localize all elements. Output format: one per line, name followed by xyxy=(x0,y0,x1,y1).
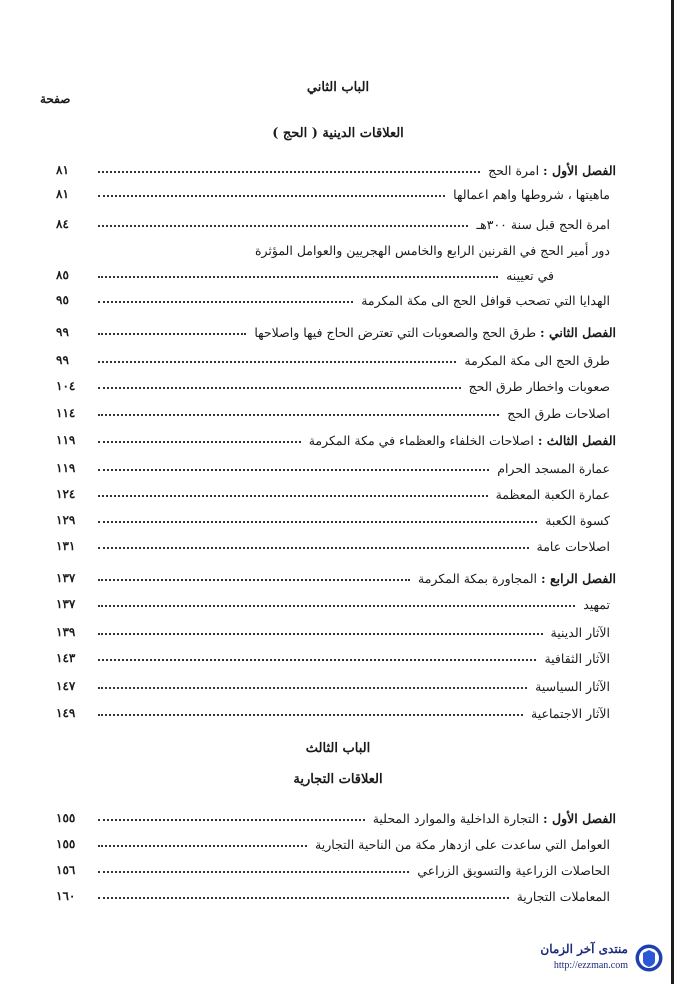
part-two-title: الباب الثاني xyxy=(306,80,370,95)
page-number: ١٣٧ xyxy=(56,571,76,585)
leader-dots xyxy=(98,171,480,173)
leader-dots xyxy=(98,195,445,197)
toc-entry-title: تمهيد xyxy=(583,596,610,612)
toc-entry-title xyxy=(373,811,616,826)
page-number: ١٢٩ xyxy=(56,513,76,527)
forum-url[interactable]: http://ezzman.com xyxy=(553,960,628,971)
toc-entry-title: اصلاحات عامة xyxy=(536,538,610,554)
toc-entry-title: عمارة المسجد الحرام xyxy=(497,460,610,476)
page-number: ١٣١ xyxy=(56,539,76,553)
toc-entry-title: الآثار الدينية xyxy=(550,624,610,640)
leader-dots xyxy=(98,687,527,689)
toc-entry-row xyxy=(56,458,616,478)
chapter-lead: الفصل الثالث : xyxy=(537,432,616,448)
page-number: ٩٥ xyxy=(56,293,69,307)
leader-dots xyxy=(98,333,246,335)
toc-chapter-row xyxy=(56,430,616,450)
page-number: ٨١ xyxy=(56,187,69,201)
toc-entry-title: الآثار الاجتماعية xyxy=(531,705,610,721)
leader-dots xyxy=(98,387,461,389)
toc-chapter-row xyxy=(56,160,616,180)
page-number: ١٥٥ xyxy=(56,837,76,851)
toc-entry-row xyxy=(56,214,616,234)
page-number: ٩٩ xyxy=(56,353,69,367)
leader-dots xyxy=(98,469,489,471)
leader-dots xyxy=(98,845,307,847)
leader-dots xyxy=(98,276,498,278)
toc-entry-title: الآثار السياسية xyxy=(535,678,610,694)
chapter-title: المجاورة بمكة المكرمة xyxy=(418,570,541,586)
page-number: ١٠٤ xyxy=(56,379,76,393)
chapter-title: طرق الحج والصعوبات التي تعترض الحاج فيها واصلاحها xyxy=(254,324,540,340)
leader-dots xyxy=(98,579,410,581)
leader-dots xyxy=(98,871,409,873)
page-number: ١٤٣ xyxy=(56,651,76,665)
leader-dots xyxy=(98,547,529,549)
toc-entry-title: الحاصلات الزراعية والتسويق الزراعي xyxy=(417,862,610,878)
page-number: ١٤٧ xyxy=(56,679,76,693)
part-three-title: الباب الثالث xyxy=(305,741,371,756)
toc-entry-row xyxy=(56,350,616,370)
page-number: ٨٥ xyxy=(56,268,69,282)
leader-dots xyxy=(98,361,456,363)
toc-entry-row xyxy=(56,676,616,696)
page-number: ١٢٤ xyxy=(56,487,76,501)
toc-entry-row xyxy=(56,834,616,854)
toc-entry-title: طرق الحج الى مكة المكرمة xyxy=(464,352,610,368)
toc-entry-title: عمارة الكعبة المعظمة xyxy=(495,486,610,502)
chapter-lead: الفصل الأول : xyxy=(543,162,616,178)
part-two-subtitle: العلاقات الدينية ( الحج ) xyxy=(272,126,404,141)
page-number: ١٥٦ xyxy=(56,863,76,877)
forum-site-name: منتدى آخر الزمان xyxy=(540,942,628,956)
chapter-title: امرة الحج xyxy=(488,162,544,178)
chapter-lead: الفصل الثاني : xyxy=(540,324,616,340)
page-number: ١٥٥ xyxy=(56,811,76,825)
toc-entry-title xyxy=(418,571,616,586)
toc-entry-row xyxy=(56,484,616,504)
page-number: ١١٩ xyxy=(56,433,76,447)
page-number: ١٣٩ xyxy=(56,625,76,639)
toc-entry-title: امرة الحج قبل سنة ٣٠٠هـ xyxy=(476,216,610,232)
toc-entry-row xyxy=(56,536,616,556)
toc-entry-title xyxy=(254,325,616,340)
page-number: ٩٩ xyxy=(56,325,69,339)
part-three-subtitle: العلاقات التجارية xyxy=(293,772,383,787)
toc-entry-title: صعوبات واخطار طرق الحج xyxy=(468,378,610,394)
toc-entry-title: اصلاحات طرق الحج xyxy=(507,405,610,421)
page-number: ١١٩ xyxy=(56,461,76,475)
toc-chapter-row xyxy=(56,322,616,342)
toc-entry-title: ماهيتها ، شروطها واهم اعمالها xyxy=(453,186,610,202)
toc-chapter-row xyxy=(56,808,616,828)
leader-dots xyxy=(98,414,499,416)
toc-entry-row xyxy=(56,886,616,906)
leader-dots xyxy=(98,495,488,497)
toc-entry-title xyxy=(309,433,616,448)
leader-dots xyxy=(98,301,353,303)
forum-logo-icon xyxy=(634,943,664,973)
toc-entry-row xyxy=(56,648,616,668)
page-number: ١٤٩ xyxy=(56,706,76,720)
leader-dots xyxy=(98,897,509,899)
toc-entry-title: المعاملات التجارية xyxy=(516,888,610,904)
toc-entry-row xyxy=(56,403,616,423)
toc-entry-row xyxy=(56,703,616,723)
toc-entry-title: في تعيينه xyxy=(506,267,554,283)
leader-dots xyxy=(98,714,523,716)
page-edge xyxy=(671,0,674,984)
page-number: ١٣٧ xyxy=(56,597,76,611)
toc-entry-title xyxy=(488,163,616,178)
toc-entry-title: كسوة الكعبة xyxy=(545,512,610,528)
chapter-lead: الفصل الأول : xyxy=(543,810,616,826)
page-number: ٨٤ xyxy=(56,217,69,231)
leader-dots xyxy=(98,605,575,607)
leader-dots xyxy=(98,521,537,523)
toc-entry-row xyxy=(56,265,616,285)
toc-entry-row xyxy=(56,376,616,396)
leader-dots xyxy=(98,441,301,443)
leader-dots xyxy=(98,819,365,821)
toc-entry-row xyxy=(56,240,616,260)
toc-chapter-row xyxy=(56,568,616,588)
chapter-title: اصلاحات الخلفاء والعظماء في مكة المكرمة xyxy=(308,432,538,448)
toc-entry-row xyxy=(56,184,616,204)
chapter-lead: الفصل الرابع : xyxy=(540,570,616,586)
page-number: ١٦٠ xyxy=(56,889,76,903)
page-number: ٨١ xyxy=(56,163,69,177)
page-column-label: صفحة xyxy=(40,92,71,106)
forum-watermark xyxy=(492,942,668,976)
toc-entry-title: الهدايا التي تصحب قوافل الحج الى مكة المكرمة xyxy=(361,292,610,308)
leader-dots xyxy=(98,659,536,661)
toc-entry-title: الآثار الثقافية xyxy=(544,650,610,666)
toc-entry-title: العوامل التي ساعدت على ازدهار مكة من الناحية التجارية xyxy=(315,836,610,852)
toc-entry-row xyxy=(56,594,616,614)
toc-entry-title: دور أمير الحج في القرنين الرابع والخامس الهجريين والعوامل المؤثرة xyxy=(254,242,610,258)
chapter-title: التجارة الداخلية والموارد المحلية xyxy=(372,810,544,826)
toc-entry-row xyxy=(56,622,616,642)
toc-entry-row xyxy=(56,860,616,880)
toc-entry-row xyxy=(56,290,616,310)
page-number: ١١٤ xyxy=(56,406,76,420)
leader-dots xyxy=(98,225,468,227)
toc-entry-row xyxy=(56,510,616,530)
leader-dots xyxy=(98,633,543,635)
